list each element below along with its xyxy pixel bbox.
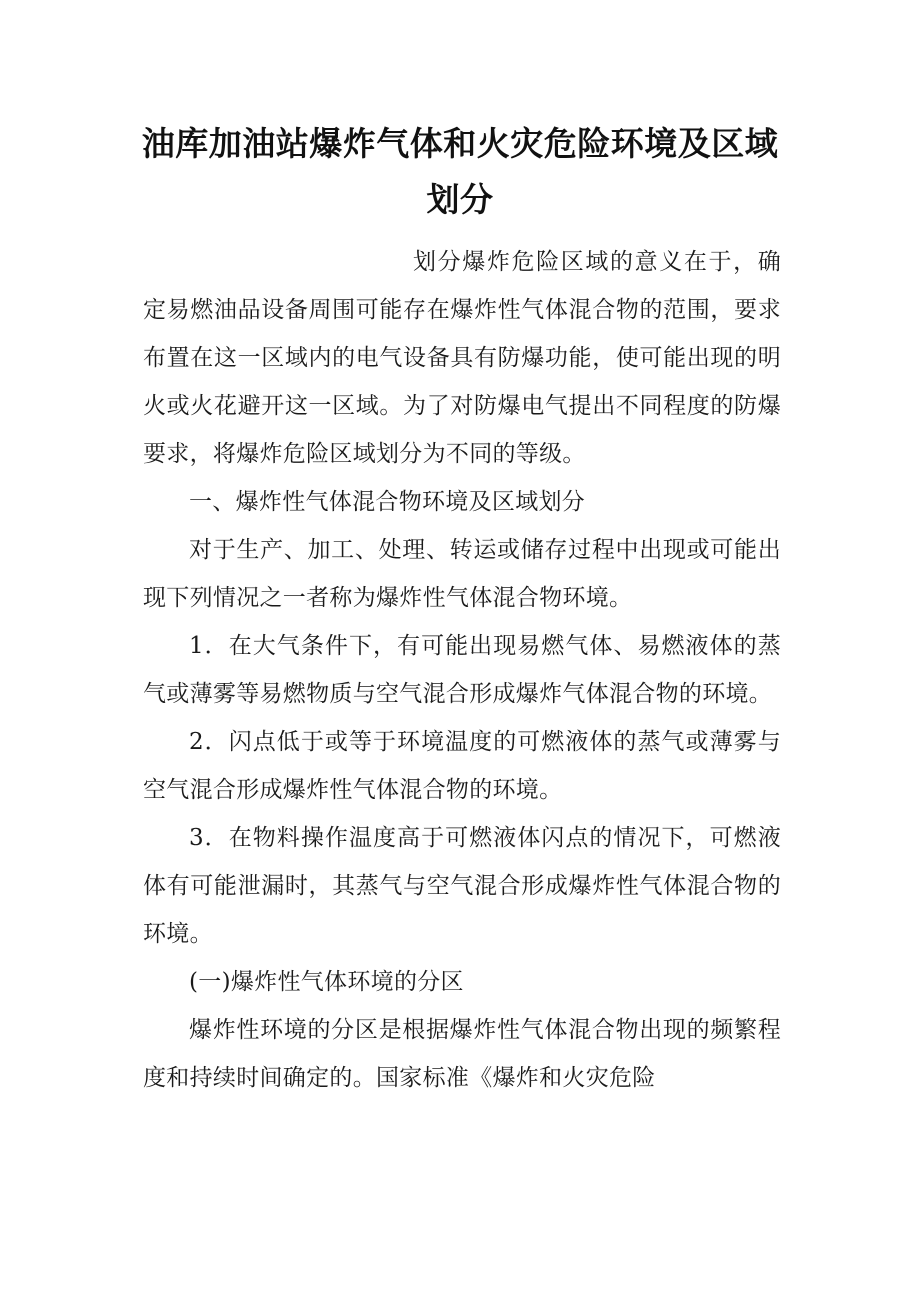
paragraph-definition: 对于生产、加工、处理、转运或储存过程中出现或可能出现下列情况之一者称为爆炸性气体混合物环境。	[143, 537, 781, 611]
document-body	[143, 238, 781, 1102]
section-heading-1: 一、爆炸性气体混合物环境及区域划分	[189, 489, 586, 515]
paragraph-intro: 划分爆炸危险区域的意义在于，确定易燃油品设备周围可能存在爆炸性气体混合物的范围，要求布置在这一区域内的电气设备具有防爆功能，使可能出现的明火或火花避开这一区域。为了对防爆电气提出不同程度的防爆要求，将爆炸危险区域划分为不同的等级。	[143, 249, 781, 467]
list-item-2: 2．闪点低于或等于环境温度的可燃液体的蒸气或薄雾与空气混合形成爆炸性气体混合物的环境。	[143, 729, 781, 803]
subsection-heading-1: (一)爆炸性气体环境的分区	[189, 969, 464, 995]
list-item-1: 1．在大气条件下，有可能出现易燃气体、易燃液体的蒸气或薄雾等易燃物质与空气混合形成爆炸气体混合物的环境。	[143, 633, 781, 707]
paragraph-zoning: 爆炸性环境的分区是根据爆炸性气体混合物出现的频繁程度和持续时间确定的。国家标准《爆炸和火灾危险	[143, 1017, 781, 1091]
document-title: 油库加油站爆炸气体和火灾危险环境及区域划分	[141, 124, 779, 219]
list-item-3: 3．在物料操作温度高于可燃液体闪点的情况下，可燃液体有可能泄漏时，其蒸气与空气混合形成爆炸性气体混合物的环境。	[143, 825, 781, 947]
